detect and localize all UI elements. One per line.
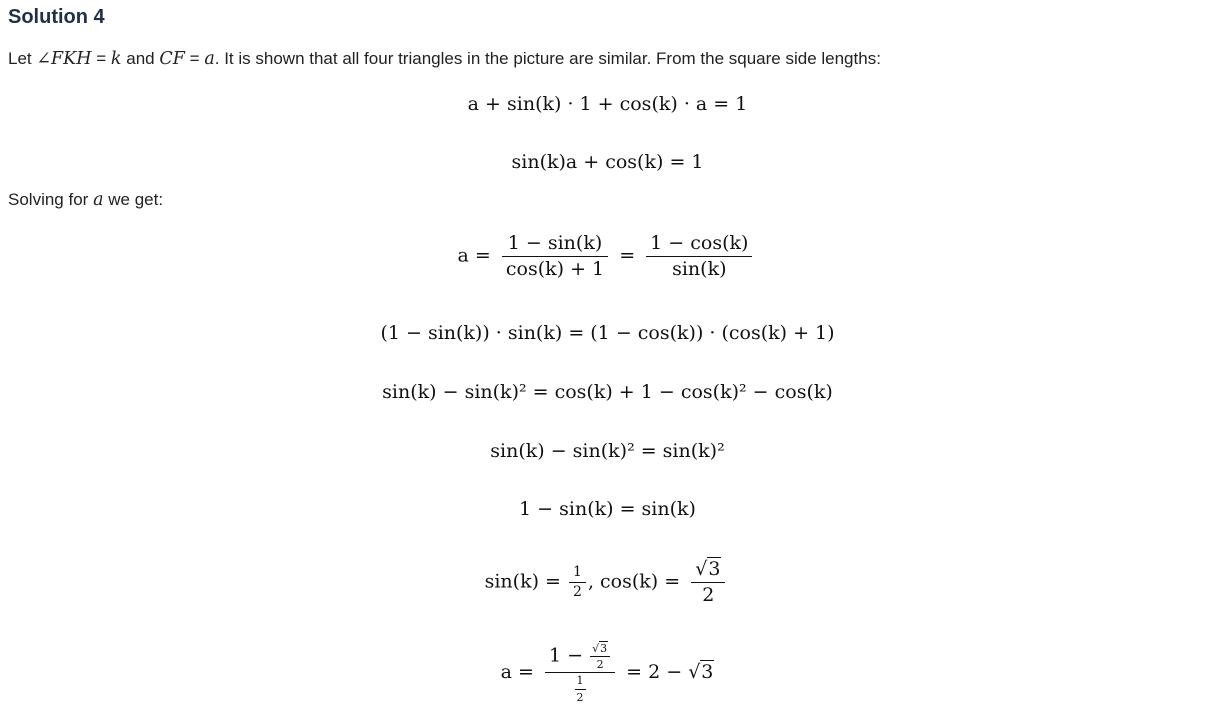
eq8-root-radicand: 3	[708, 558, 721, 580]
eq9-num-lead: 1 −	[548, 644, 584, 667]
equation-2: sin(k)a + cos(k) = 1	[511, 151, 704, 173]
equation-7: 1 − sin(k) = sin(k)	[519, 498, 696, 520]
var-k: k	[110, 49, 122, 69]
eq9-lhs: a =	[500, 660, 534, 683]
solving-before: Solving for	[8, 190, 89, 209]
solving-paragraph	[8, 190, 163, 210]
equation-5: sin(k) − sin(k)² = cos(k) + 1 − cos(k)² − cos(k)	[382, 381, 833, 403]
eq9-rhs: = 2 −	[626, 660, 683, 683]
solution-heading: Solution 4	[8, 6, 105, 28]
equation-4: (1 − sin(k)) · sin(k) = (1 − cos(k)) · (cos(k) + 1)	[380, 322, 835, 344]
eq9-den-numerator: 1	[575, 674, 586, 689]
eq3-frac1-numerator: 1 − sin(k)	[502, 232, 608, 257]
intro-paragraph	[8, 49, 881, 69]
eq9-rhs-root-sign: √	[688, 660, 701, 683]
eq3-lhs: a =	[457, 244, 491, 267]
eq8-root3-denominator: 2	[702, 583, 715, 606]
eq8-root3-numerator	[691, 558, 725, 583]
solving-after: we get:	[108, 190, 164, 209]
equation-3	[0, 232, 1215, 281]
eq8-half-denominator: 2	[573, 583, 582, 600]
eq3-frac2-numerator: 1 − cos(k)	[646, 232, 752, 257]
eq8-sin-lhs: sin(k) =	[484, 570, 561, 593]
eq8-half-fraction	[569, 564, 586, 601]
eq9-rhs-radicand: 3	[701, 660, 714, 683]
eq9-outer-denominator	[545, 673, 615, 703]
eq9-inner-denominator: 2	[596, 658, 604, 672]
eq9-inner-radicand: 3	[600, 642, 608, 655]
segment-cf: CF	[159, 49, 185, 69]
eq8-cos-lhs: , cos(k) =	[587, 570, 681, 593]
var-a: a	[204, 49, 215, 69]
eq3-fraction-1	[502, 232, 608, 281]
solving-var: a	[93, 190, 104, 210]
eq8-root3-fraction	[691, 558, 725, 607]
eq9-den-denominator: 2	[576, 690, 584, 704]
eq3-frac1-denominator: cos(k) + 1	[505, 257, 605, 280]
intro-rest: . It is shown that all four triangles in the picture are similar. From the square side lengths:	[214, 49, 881, 68]
equation-6: sin(k) − sin(k)² = sin(k)²	[490, 440, 725, 462]
eq8-root-sign: √	[695, 558, 708, 580]
eq3-fraction-2	[646, 232, 752, 281]
angle-fkh: ∠FKH	[36, 49, 92, 69]
equation-8	[0, 558, 1215, 607]
equation-9	[0, 642, 1215, 704]
eq8-half-numerator: 1	[569, 564, 586, 583]
eq3-frac2-denominator: sin(k)	[672, 257, 727, 280]
equation-1: a + sin(k) · 1 + cos(k) · a = 1	[467, 93, 748, 115]
intro-let: Let	[8, 49, 32, 68]
intro-equals-2: =	[189, 49, 200, 68]
intro-and: and	[126, 49, 155, 68]
eq9-outer-fraction	[545, 642, 615, 704]
eq9-den-fraction	[575, 674, 586, 703]
eq9-inner-numerator	[590, 642, 610, 657]
eq3-mid: =	[619, 244, 636, 267]
eq9-inner-fraction	[590, 642, 610, 671]
intro-equals-1: =	[96, 49, 107, 68]
eq9-inner-root-sign: √	[592, 642, 600, 655]
eq9-outer-numerator	[545, 642, 615, 673]
